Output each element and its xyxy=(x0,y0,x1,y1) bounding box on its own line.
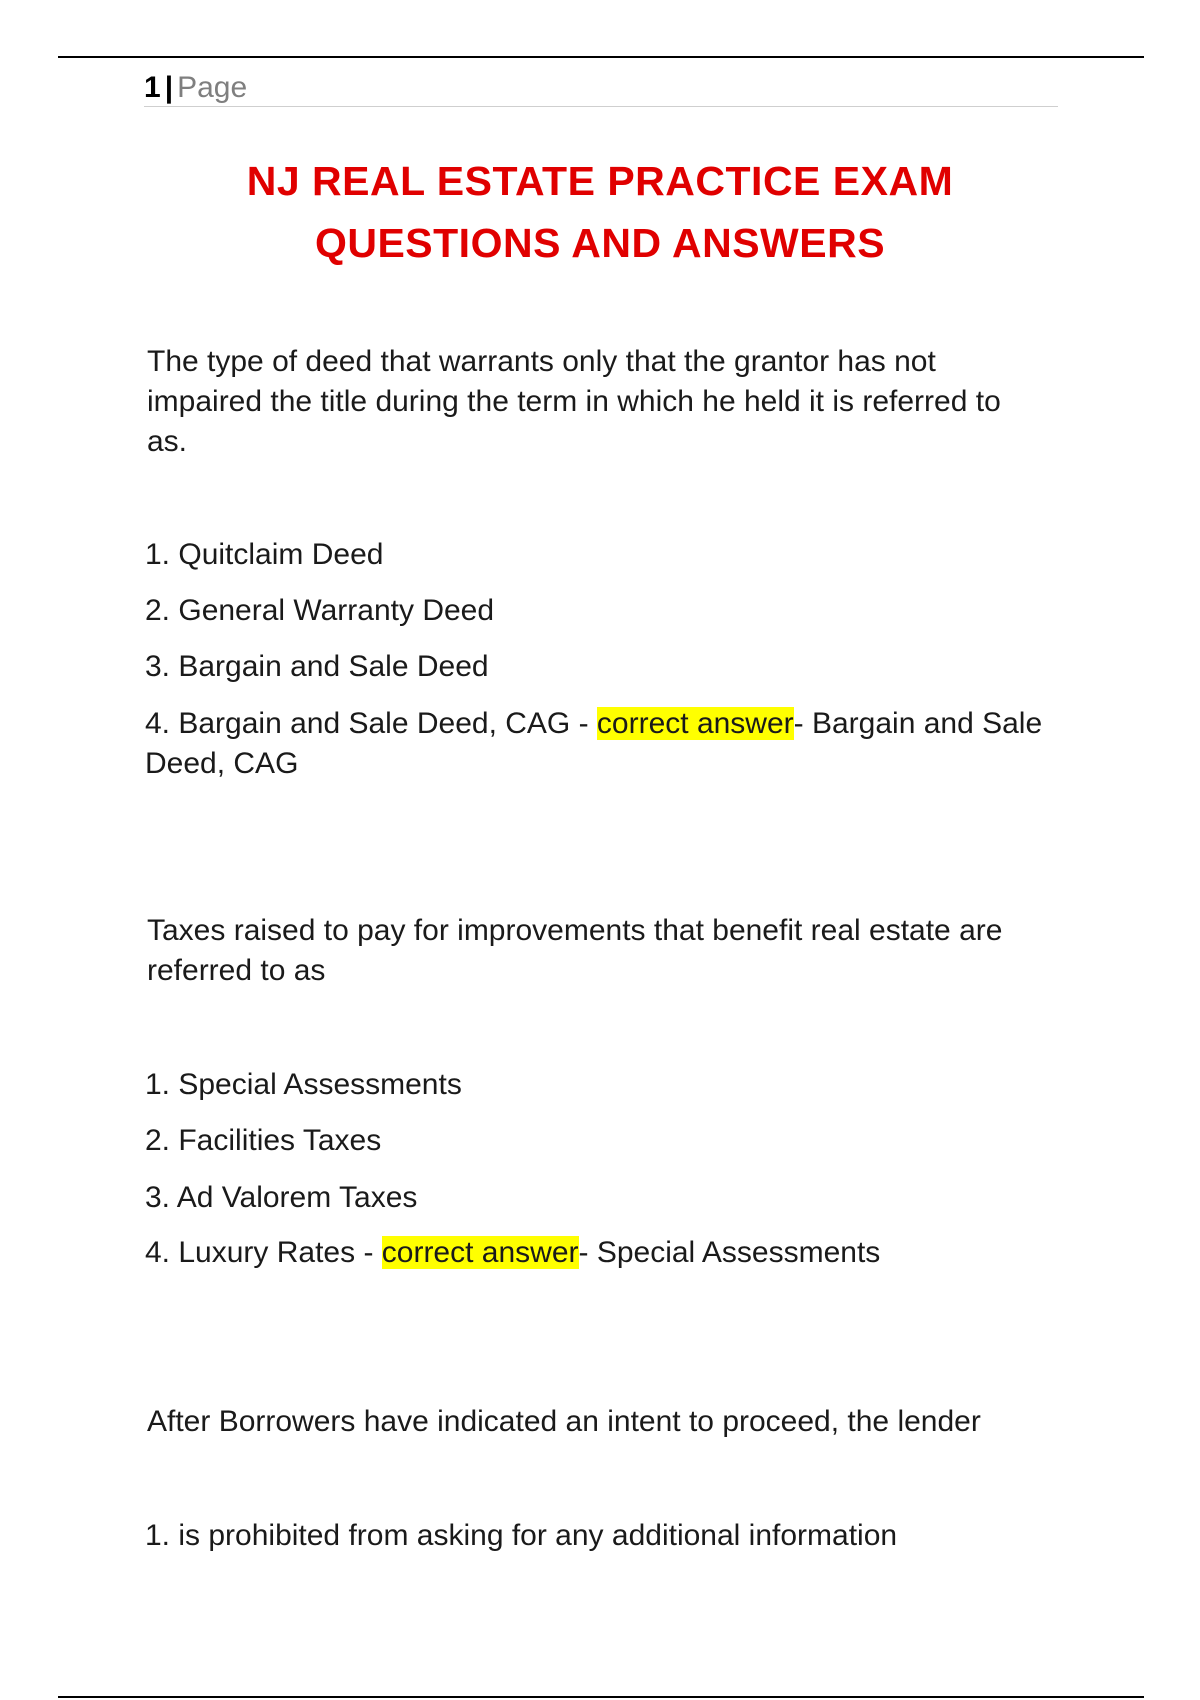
document-title xyxy=(0,150,1200,274)
question-2-text: Taxes raised to pay for improvements that benefit real estate are referred to as xyxy=(147,914,1003,987)
correct-answer-marker: correct answer xyxy=(596,707,794,740)
question-1-text: The type of deed that warrants only that the grantor has not impaired the title during the term in which he held it is referred to as. xyxy=(147,345,1001,458)
option-text: 4. Bargain and Sale Deed, CAG - xyxy=(145,707,597,740)
question-2-option-2: 2. Facilities Taxes xyxy=(145,1124,382,1157)
correct-answer-text: - Special Assessments xyxy=(578,1236,881,1269)
title-line-2: QUESTIONS AND ANSWERS xyxy=(314,220,886,266)
question-2-option-4 xyxy=(145,1233,1055,1273)
question-1-option-2: 2. General Warranty Deed xyxy=(145,594,495,627)
correct-answer-text: - Bargain and Sale Deed, CAG xyxy=(145,707,1043,780)
title-line-1: NJ REAL ESTATE PRACTICE EXAM xyxy=(246,158,954,204)
page-label: Page xyxy=(177,71,248,104)
question-3-option-1: 1. is prohibited from asking for any additional information xyxy=(145,1519,898,1552)
question-1-option-1: 1. Quitclaim Deed xyxy=(145,538,384,571)
question-1-option-4 xyxy=(145,704,1055,784)
question-1-option-3: 3. Bargain and Sale Deed xyxy=(145,650,489,683)
top-rule xyxy=(58,56,1144,58)
question-3-text: After Borrowers have indicated an intent to proceed, the lender xyxy=(147,1405,981,1438)
question-2-option-1: 1. Special Assessments xyxy=(145,1068,462,1101)
page-separator: | xyxy=(164,71,174,104)
page-header xyxy=(144,70,1058,107)
question-2-option-3: 3. Ad Valorem Taxes xyxy=(145,1181,418,1214)
option-text: 4. Luxury Rates - xyxy=(145,1236,382,1269)
page-number: 1 xyxy=(144,71,161,104)
correct-answer-marker: correct answer xyxy=(381,1236,579,1269)
bottom-rule xyxy=(58,1696,1144,1698)
